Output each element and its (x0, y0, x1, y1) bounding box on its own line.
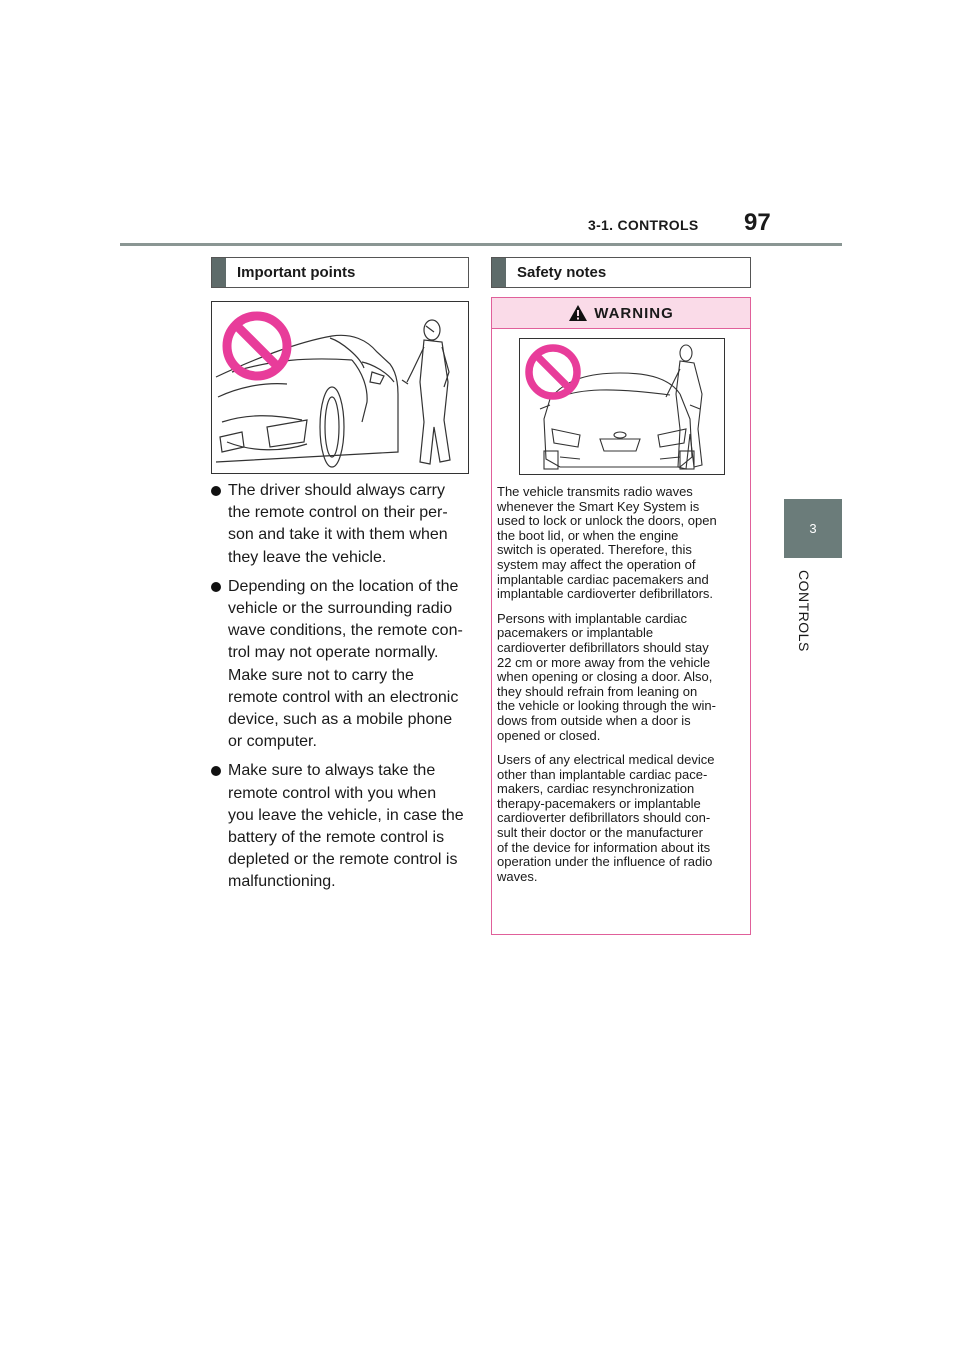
chapter-number: 3 (809, 521, 817, 536)
bullet-line: depleted or the remote control is (228, 851, 458, 869)
prohibition-icon (525, 344, 581, 400)
bullet-line: Depending on the location of the (228, 577, 459, 595)
list-item (211, 760, 473, 893)
heading-bar (212, 258, 226, 287)
important-points-heading (211, 257, 469, 288)
warning-line: therapy-pacemakers or implantable (497, 795, 701, 811)
header-rule (120, 243, 842, 246)
warning-title: WARNING (594, 304, 674, 322)
warning-line: sult their doctor or the manufacturer (497, 825, 703, 841)
warning-line: whenever the Smart Key System is (497, 498, 700, 514)
bullet-line: The driver should always carry (228, 482, 445, 499)
warning-line: other than implantable cardiac pace- (497, 766, 708, 782)
bullet-line: son and take it with them when (228, 526, 448, 544)
bullet-line: remote control with you when (228, 784, 437, 802)
heading-bar (492, 258, 506, 287)
list-item (211, 576, 473, 754)
warning-line: 22 cm or more away from the vehicle (497, 654, 711, 670)
bullet-dot-icon (211, 766, 221, 776)
warning-line: dows from outside when a door is (497, 712, 691, 728)
warning-line: when opening or closing a door. Also, (497, 669, 713, 685)
chapter-side-label (776, 570, 836, 680)
bullet-dot-icon (211, 582, 221, 592)
bullet-line: device, such as a mobile phone (228, 711, 453, 729)
warning-box (491, 297, 751, 935)
important-points-list (211, 480, 473, 901)
warning-line: they should refrain from leaning on (497, 683, 698, 699)
warning-line: implantable cardiac pacemakers and (497, 571, 709, 587)
bullet-line: or computer. (228, 733, 317, 751)
warning-line: cardioverter defibrillators should stay (497, 639, 709, 655)
warning-line: Users of any electrical medical device (497, 752, 715, 768)
warning-line: cardioverter defibrillators should con- (497, 810, 711, 826)
bullet-line: vehicle or the surrounding radio (228, 600, 453, 618)
bullet-line: they leave the vehicle. (228, 548, 387, 566)
safety-notes-heading (491, 257, 751, 288)
warning-line: pacemakers or implantable (497, 625, 654, 641)
chapter-side-label-text: CONTROLS (796, 570, 812, 652)
warning-line: the vehicle or looking through the win- (497, 698, 716, 714)
important-points-title: Important points (237, 264, 356, 281)
warning-paragraph (497, 485, 747, 602)
warning-line: waves. (497, 868, 538, 884)
warning-line: makers, cardiac resynchronization (497, 781, 695, 797)
bullet-line: trol may not operate normally. (228, 644, 439, 662)
bullet-line: Make sure not to carry the (228, 666, 414, 684)
bullet-line: the remote control on their per- (228, 504, 448, 522)
illustration-driver-away-from-car (211, 301, 469, 474)
warning-line: system may affect the operation of (497, 556, 696, 572)
list-item (211, 480, 473, 569)
warning-line: the boot lid, or when the engine (497, 527, 679, 543)
warning-text (497, 485, 747, 894)
illustration-person-leaning-on-car (519, 338, 725, 475)
warning-paragraph (497, 753, 747, 884)
warning-line: The vehicle transmits radio waves (497, 484, 693, 499)
bullet-dot-icon (211, 486, 221, 496)
page-number: 97 (744, 209, 771, 236)
bullet-line: Make sure to always take the (228, 762, 436, 780)
safety-notes-title: Safety notes (517, 264, 607, 281)
warning-triangle-icon (568, 304, 588, 322)
warning-paragraph (497, 612, 747, 743)
bullet-line: wave conditions, the remote con- (228, 622, 463, 640)
bullet-line: malfunctioning. (228, 873, 336, 891)
warning-line: opened or closed. (497, 727, 601, 743)
warning-line: implantable cardioverter defibrillators. (497, 586, 714, 602)
warning-line: of the device for information about its (497, 839, 711, 855)
section-title: 3-1. CONTROLS (588, 217, 699, 233)
warning-line: switch is operated. Therefore, this (497, 542, 692, 558)
bullet-line: battery of the remote control is (228, 829, 445, 847)
chapter-tab (784, 499, 842, 558)
warning-line: operation under the influence of radio (497, 854, 713, 870)
bullet-line: remote control with an electronic (228, 688, 459, 706)
prohibition-icon (222, 311, 292, 381)
warning-line: Persons with implantable cardiac (497, 610, 688, 626)
bullet-line: you leave the vehicle, in case the (228, 806, 464, 824)
warning-header (492, 298, 750, 329)
warning-line: used to lock or unlock the doors, open (497, 513, 717, 529)
